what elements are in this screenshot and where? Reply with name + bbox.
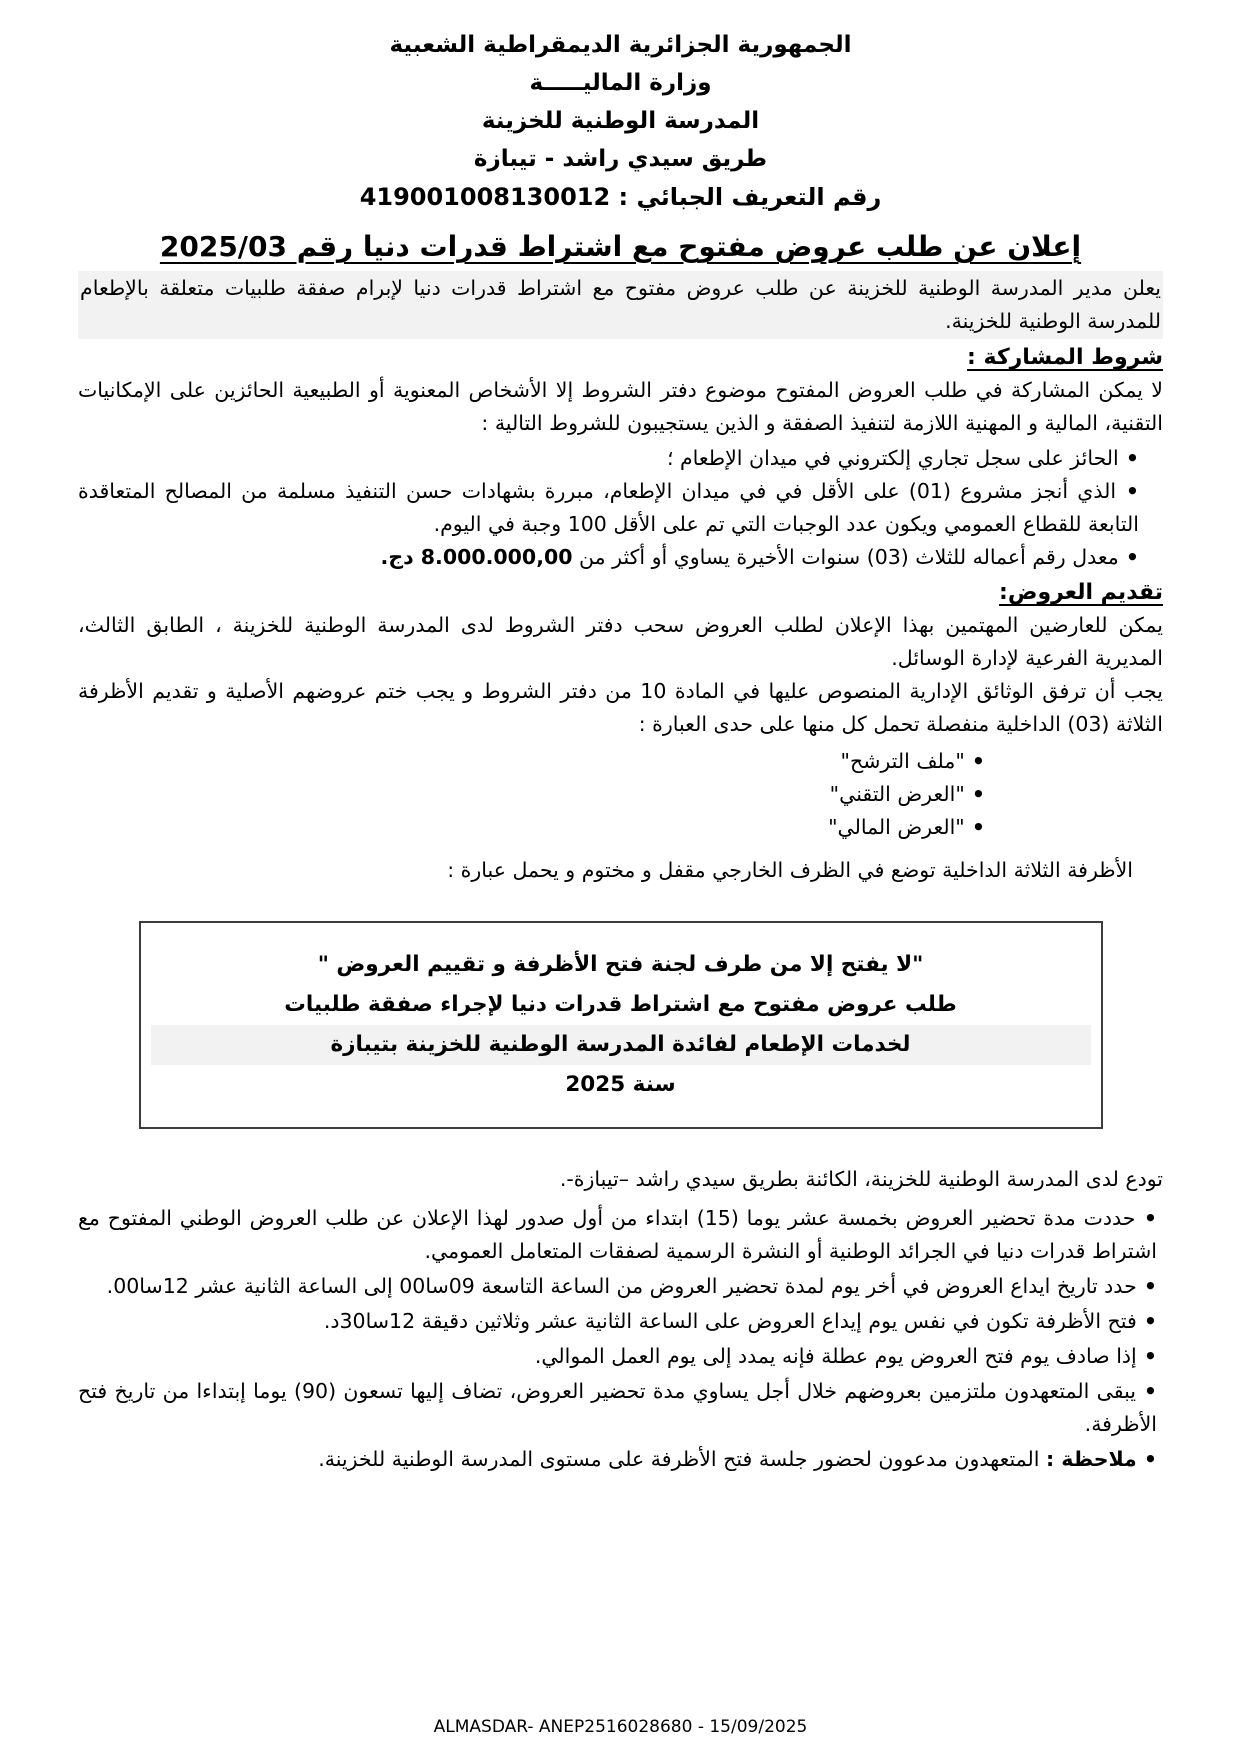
box-line: سنة 2025 xyxy=(565,1072,676,1097)
address-line: طريق سيدي راشد - تيبازة xyxy=(473,146,768,172)
deadlines-list xyxy=(78,1202,1163,1476)
list-item: • "ملف الترشح" xyxy=(78,745,985,778)
box-line: طلب عروض مفتوح مع اشتراط قدرات دنيا لإجراء صفقة طلبيات xyxy=(284,992,957,1017)
page-title: إعلان عن طلب عروض مفتوح مع اشتراط قدرات دنيا رقم 2025/03 xyxy=(159,230,1082,263)
participation-conditions-list xyxy=(78,442,1163,574)
note-text: المتعهدون مدعوون لحضور جلسة فتح الأظرفة على مستوى المدرسة الوطنية للخزينة. xyxy=(318,1447,1046,1471)
list-item: • حددت مدة تحضير العروض بخمسة عشر يوما (15) ابتداء من أول صدور لهذا الإعلان عن طلب العروض الوطني المفتوح مع اشتراط قدرات دنيا في الجرائد الوطنية أو النشرة الرسمية لصفقات المتعامل العمومي. xyxy=(78,1202,1157,1268)
box-line: "لا يفتح إلا من طرف لجنة فتح الأظرفة و تقييم العروض " xyxy=(317,952,924,977)
letterhead xyxy=(78,26,1163,216)
list-item: • حدد تاريخ ايداع العروض في أخر يوم لمدة تحضير العروض من الساعة التاسعة 09سا00 إلى الساعة الثانية عشر 12سا00. xyxy=(78,1270,1157,1303)
list-item: • "العرض المالي" xyxy=(78,811,985,844)
outer-envelope-note: الأظرفة الثلاثة الداخلية توضع في الظرف الخارجي مقفل و مختوم و يحمل عبارة : xyxy=(447,858,1133,882)
note-label: ملاحظة : xyxy=(1045,1447,1137,1471)
deposit-line: تودع لدى المدرسة الوطنية للخزينة، الكائنة بطريق سيدي راشد –تيبازة-. xyxy=(559,1167,1163,1191)
submission-heading: تقديم العروض: xyxy=(999,580,1163,605)
turnover-text: معدل رقم أعماله للثلاث (03) سنوات الأخيرة يساوي أو أكثر من xyxy=(572,545,1119,569)
ministry-line: وزارة الماليـــــة xyxy=(529,70,712,96)
list-item: • الذي أنجز مشروع (01) على الأقل في في ميدان الإطعام، مبررة بشهادات حسن التنفيذ مسلمة من المصالح المتعاقدة التابعة للقطاع العمومي ويكون عدد الوجبات التي تم على الأقل 100 وجبة في اليوم. xyxy=(78,475,1139,541)
anep-reference-footer: ALMASDAR- ANEP2516028680 - 15/09/2025 xyxy=(433,1717,808,1737)
list-item: • فتح الأظرفة تكون في نفس يوم إيداع العروض على الساعة الثانية عشر وثلاثين دقيقة 12سا30د. xyxy=(78,1305,1157,1338)
list-item: • يبقى المتعهدون ملتزمين بعروضهم خلال أجل يساوي مدة تحضير العروض، تضاف إليها تسعون (90) يوما إبتداءا من تاريخ فتح الأظرفة. xyxy=(78,1375,1157,1441)
participation-paragraph: لا يمكن المشاركة في طلب العروض المفتوح موضوع دفتر الشروط إلا الأشخاص المعنوية أو الطبيعية الحائزين على الإمكانيات التقنية، المالية و المهنية اللازمة لتنفيذ الصفقة و الذين يستجيبون للشروط التالية : xyxy=(78,378,1163,435)
box-line-highlighted: لخدمات الإطعام لفائدة المدرسة الوطنية للخزينة بتيبازة xyxy=(151,1025,1091,1065)
country-line: الجمهورية الجزائرية الديمقراطية الشعبية xyxy=(389,32,852,58)
note-item xyxy=(78,1443,1157,1476)
school-line: المدرسة الوطنية للخزينة xyxy=(481,108,760,134)
list-item: • الحائز على سجل تجاري إلكتروني في ميدان الإطعام ؛ xyxy=(78,442,1139,475)
list-item: • "العرض التقني" xyxy=(78,778,985,811)
envelope-labels-list xyxy=(78,745,1163,844)
turnover-amount: 8.000.000,00 دج. xyxy=(380,545,573,569)
envelope-inscription-box xyxy=(139,921,1103,1129)
tax-id-line: رقم التعريف الجبائي : 419001008130012 xyxy=(359,183,882,211)
list-item xyxy=(78,541,1139,574)
list-item: • إذا صادف يوم فتح العروض يوم عطلة فإنه يمدد إلى يوم العمل الموالي. xyxy=(78,1340,1157,1373)
documents-paragraph: يجب أن ترفق الوثائق الإدارية المنصوص عليها في المادة 10 من دفتر الشروط و يجب ختم عروضهم الأصلية و تقديم الأظرفة الثلاثة (03) الداخلية منفصلة تحمل كل منها على حدى العبارة : xyxy=(78,679,1163,736)
withdraw-paragraph: يمكن للعارضين المهتمين بهذا الإعلان لطلب العروض سحب دفتر الشروط لدى المدرسة الوطنية للخزينة ، الطابق الثالث، المديرية الفرعية لإدارة الوسائل. xyxy=(78,613,1163,670)
intro-paragraph: يعلن مدير المدرسة الوطنية للخزينة عن طلب عروض مفتوح مع اشتراط قدرات دنيا لإبرام صفقة طلبيات متعلقة بالإطعام للمدرسة الوطنية للخزينة. xyxy=(78,271,1163,339)
participation-heading: شروط المشاركة : xyxy=(967,345,1163,370)
